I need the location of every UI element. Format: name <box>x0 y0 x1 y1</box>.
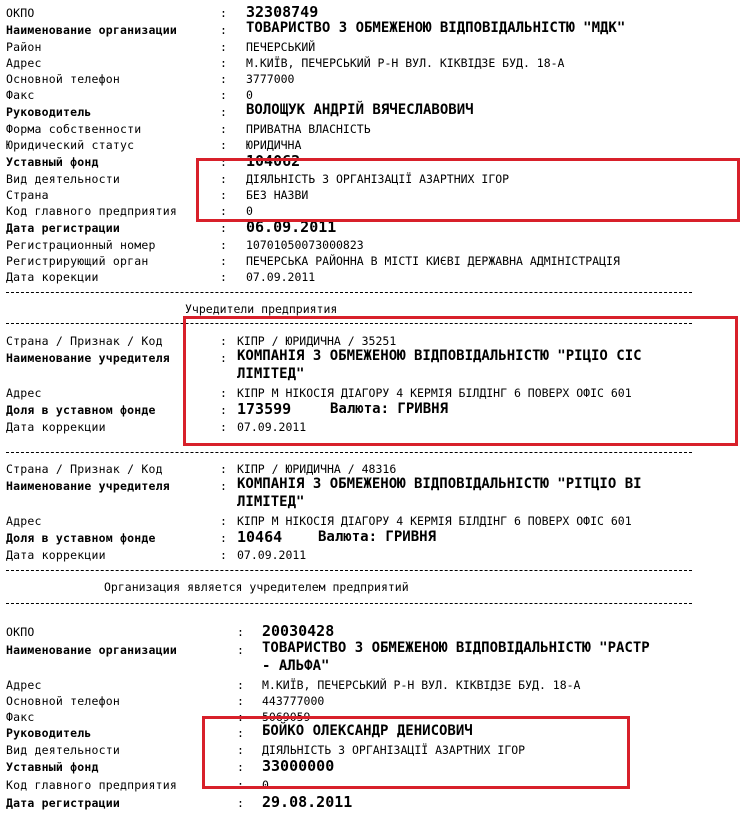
phone-label: Основной телефон <box>6 72 120 86</box>
founder-country-value: КІПР / ЮРИДИЧНА / 48316 <box>237 462 397 476</box>
colon: : <box>220 188 227 202</box>
founder-name-value-cont: ЛІМІТЕД" <box>237 494 305 510</box>
separator <box>6 603 692 604</box>
colon: : <box>237 778 244 792</box>
founder-name-value: КОМПАНІЯ З ОБМЕЖЕНОЮ ВІДПОВІДАЛЬНІСТЮ "РІЦІО СІС <box>237 348 642 364</box>
director-label: Руководитель <box>6 105 92 119</box>
colon: : <box>220 351 227 365</box>
parent-code-value: 0 <box>262 778 269 792</box>
colon: : <box>237 694 244 708</box>
colon: : <box>220 270 227 284</box>
founder-share-value: 10464 <box>237 528 283 546</box>
reg-date-value: 29.08.2011 <box>262 793 353 811</box>
reg-date-label: Дата регистрации <box>6 221 120 235</box>
founder-share-value: 173599 <box>237 400 292 418</box>
okpo-label: ОКПО <box>6 625 35 639</box>
highlight-box-activity <box>196 158 740 222</box>
address-label: Адрес <box>6 678 42 692</box>
director-label: Руководитель <box>6 726 92 740</box>
reg-number-value: 10701050073000823 <box>246 238 364 252</box>
phone-value: 443777000 <box>262 694 325 708</box>
colon: : <box>237 726 244 740</box>
highlight-box-founder <box>183 316 738 446</box>
capital-value: 33000000 <box>262 757 335 775</box>
reg-date-value: 06.09.2011 <box>246 218 337 236</box>
okpo-value: 32308749 <box>246 3 319 21</box>
reg-org-value: ПЕЧЕРСЬКА РАЙОННА В МІСТІ КИЄВІ ДЕРЖАВНА АДМІНІСТРАЦІЯ <box>246 254 620 268</box>
okpo-value: 20030428 <box>262 622 335 640</box>
colon: : <box>220 6 227 20</box>
founder-correction-label: Дата коррекции <box>6 548 106 562</box>
founders-heading: Учредители предприятия <box>185 302 338 316</box>
separator <box>6 570 692 571</box>
org-name-label: Наименование организации <box>6 23 177 37</box>
director-value: БОЙКО ОЛЕКСАНДР ДЕНИСОВИЧ <box>262 723 473 739</box>
correction-date-value: 07.09.2011 <box>246 270 316 284</box>
founder-share-label: Доля в уставном фонде <box>6 531 156 545</box>
colon: : <box>220 155 227 169</box>
parent-code-value: 0 <box>246 204 253 218</box>
colon: : <box>220 172 227 186</box>
founder-country-label: Страна / Признак / Код <box>6 334 163 348</box>
colon: : <box>220 23 227 37</box>
separator <box>6 452 692 453</box>
colon: : <box>237 710 244 724</box>
legal-status-label: Юридический статус <box>6 138 135 152</box>
highlight-box-director <box>202 716 630 789</box>
legal-status-value: ЮРИДИЧНА <box>246 138 302 152</box>
fax-label: Факс <box>6 88 35 102</box>
org-name-label: Наименование организации <box>6 643 177 657</box>
parent-code-label: Код главного предприятия <box>6 204 177 218</box>
colon: : <box>220 403 227 417</box>
capital-label: Уставный фонд <box>6 155 99 169</box>
fax-value: 5069059 <box>262 710 311 724</box>
colon: : <box>220 462 227 476</box>
org-name-value: ТОВАРИСТВО З ОБМЕЖЕНОЮ ВІДПОВІДАЛЬНІСТЮ "МДК" <box>246 20 626 36</box>
colon: : <box>220 238 227 252</box>
colon: : <box>220 514 227 528</box>
founder-name-label: Наименование учредителя <box>6 351 170 365</box>
correction-date-label: Дата корекции <box>6 270 99 284</box>
colon: : <box>220 72 227 86</box>
founder-address-value: КІПР М НІКОСІЯ ДІАГОРУ 4 КЕРМІЯ БІЛДІНГ 6 ПОВЕРХ ОФІС 601 <box>237 386 632 400</box>
founder-correction-value: 07.09.2011 <box>237 548 307 562</box>
founder-share-label: Доля в уставном фонде <box>6 403 156 417</box>
reg-org-label: Регистрирующий орган <box>6 254 149 268</box>
address-value: М.КИЇВ, ПЕЧЕРСЬКИЙ Р-Н ВУЛ. КІКВІДЗЕ БУД. 18-А <box>246 56 565 70</box>
colon: : <box>237 760 244 774</box>
colon: : <box>220 334 227 348</box>
org-name-value: ТОВАРИСТВО З ОБМЕЖЕНОЮ ВІДПОВІДАЛЬНІСТЮ "РАСТР <box>262 640 650 656</box>
founder-address-label: Адрес <box>6 386 42 400</box>
founder-country-value: КІПР / ЮРИДИЧНА / 35251 <box>237 334 397 348</box>
phone-value: 3777000 <box>246 72 295 86</box>
director-value: ВОЛОЩУК АНДРІЙ ВЯЧЕСЛАВОВИЧ <box>246 102 474 118</box>
founder-currency: Валюта: ГРИВНЯ <box>318 529 437 545</box>
founder-address-label: Адрес <box>6 514 42 528</box>
district-value: ПЕЧЕРСЬКИЙ <box>246 40 316 54</box>
capital-label: Уставный фонд <box>6 760 99 774</box>
founder-correction-label: Дата коррекции <box>6 420 106 434</box>
founder-country-label: Страна / Признак / Код <box>6 462 163 476</box>
fax-label: Факс <box>6 710 35 724</box>
founder-correction-value: 07.09.2011 <box>237 420 307 434</box>
colon: : <box>220 479 227 493</box>
colon: : <box>237 625 244 639</box>
country-value: БЕЗ НАЗВИ <box>246 188 309 202</box>
separator <box>6 292 692 293</box>
colon: : <box>220 254 227 268</box>
colon: : <box>220 105 227 119</box>
address-label: Адрес <box>6 56 42 70</box>
colon: : <box>220 88 227 102</box>
colon: : <box>220 548 227 562</box>
address-value: М.КИЇВ, ПЕЧЕРСЬКИЙ Р-Н ВУЛ. КІКВІДЗЕ БУД. 18-А <box>262 678 581 692</box>
activity-value: ДІЯЛЬНІСТЬ З ОРГАНІЗАЦІЇ АЗАРТНИХ ІГОР <box>262 743 526 757</box>
okpo-label: ОКПО <box>6 6 35 20</box>
founder-currency: Валюта: ГРИВНЯ <box>330 401 449 417</box>
district-label: Район <box>6 40 42 54</box>
colon: : <box>220 221 227 235</box>
founder-of-heading: Организация является учредителем предприятий <box>104 580 409 594</box>
activity-value: ДІЯЛЬНІСТЬ З ОРГАНІЗАЦІЇ АЗАРТНИХ ІГОР <box>246 172 510 186</box>
colon: : <box>220 40 227 54</box>
founder-name-label: Наименование учредителя <box>6 479 170 493</box>
colon: : <box>220 138 227 152</box>
fax-value: 0 <box>246 88 253 102</box>
colon: : <box>237 796 244 810</box>
reg-number-label: Регистрационный номер <box>6 238 156 252</box>
phone-label: Основной телефон <box>6 694 120 708</box>
reg-date-label: Дата регистрации <box>6 796 120 810</box>
colon: : <box>220 204 227 218</box>
ownership-label: Форма собственности <box>6 122 142 136</box>
founder-address-value: КІПР М НІКОСІЯ ДІАГОРУ 4 КЕРМІЯ БІЛДІНГ 6 ПОВЕРХ ОФІС 601 <box>237 514 632 528</box>
country-label: Страна <box>6 188 49 202</box>
colon: : <box>220 531 227 545</box>
capital-value: 104062 <box>246 152 301 170</box>
colon: : <box>220 122 227 136</box>
colon: : <box>220 420 227 434</box>
colon: : <box>220 56 227 70</box>
colon: : <box>220 386 227 400</box>
ownership-value: ПРИВАТНА ВЛАСНІСТЬ <box>246 122 371 136</box>
founder-name-value-cont: ЛІМІТЕД" <box>237 366 305 382</box>
parent-code-label: Код главного предприятия <box>6 778 177 792</box>
org-name-value-cont: - АЛЬФА" <box>262 658 330 674</box>
activity-label: Вид деятельности <box>6 172 120 186</box>
colon: : <box>237 678 244 692</box>
activity-label: Вид деятельности <box>6 743 120 757</box>
colon: : <box>237 743 244 757</box>
founder-name-value: КОМПАНІЯ З ОБМЕЖЕНОЮ ВІДПОВІДАЛЬНІСТЮ "РІТЦІО ВІ <box>237 476 642 492</box>
colon: : <box>237 643 244 657</box>
